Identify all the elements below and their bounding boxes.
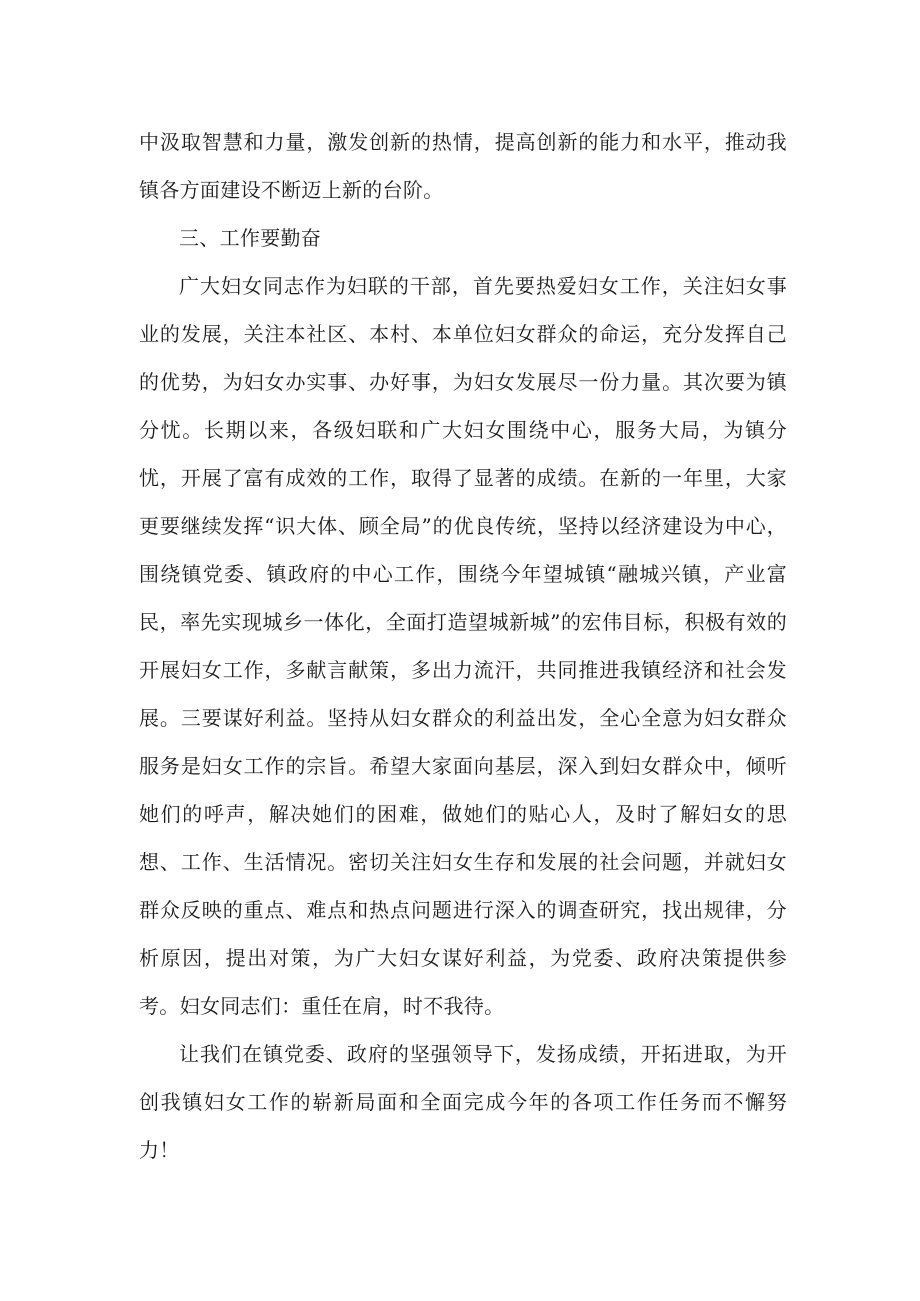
- paragraph-body: 广大妇女同志作为妇联的干部，首先要热爱妇女工作，关注妇女事业的发展，关注本社区、本村、本单位妇女群众的命运，充分发挥自己的优势，为妇女办实事、办好事，为妇女发展尽一份力量。其次要为镇分忧。长期以来，各级妇联和广大妇女围绕中心，服务大局，为镇分忧，开展了富有成效的工作，取得了显著的成绩。在新的一年里，大家更要继续发挥“识大体、顾全局”的优良传统，坚持以经济建设为中心，围绕镇党委、镇政府的中心工作，围绕今年望城镇“融城兴镇，产业富民，率先实现城乡一体化，全面打造望城新城”的宏伟目标，积极有效的开展妇女工作，多献言献策，多出力流汗，共同推进我镇经济和社会发展。三要谋好利益。坚持从妇女群众的利益出发，全心全意为妇女群众服务是妇女工作的宗旨。希望大家面向基层，深入到妇女群众中，倾听她们的呼声，解决她们的困难，做她们的贴心人，及时了解妇女的思想、工作、生活情况。密切关注妇女生存和发展的社会问题，并就妇女群众反映的重点、难点和热点问题进行深入的调查研究，找出规律，分析原因，提出对策，为广大妇女谋好利益，为党委、政府决策提供参考。妇女同志们：重任在肩，时不我待。: [139, 274, 787, 1018]
- paragraph-closing: 让我们在镇党委、政府的坚强领导下，发扬成绩，开拓进取，为开创我镇妇女工作的崭新局面和全面完成今年的各项工作任务而不懈努力！: [139, 1042, 787, 1162]
- document-body: [139, 118, 787, 1174]
- section-heading: 三、工作要勤奋: [179, 226, 322, 250]
- paragraph-continuation: 中汲取智慧和力量，激发创新的热情，提高创新的能力和水平，推动我镇各方面建设不断迈上新的台阶。: [139, 130, 787, 202]
